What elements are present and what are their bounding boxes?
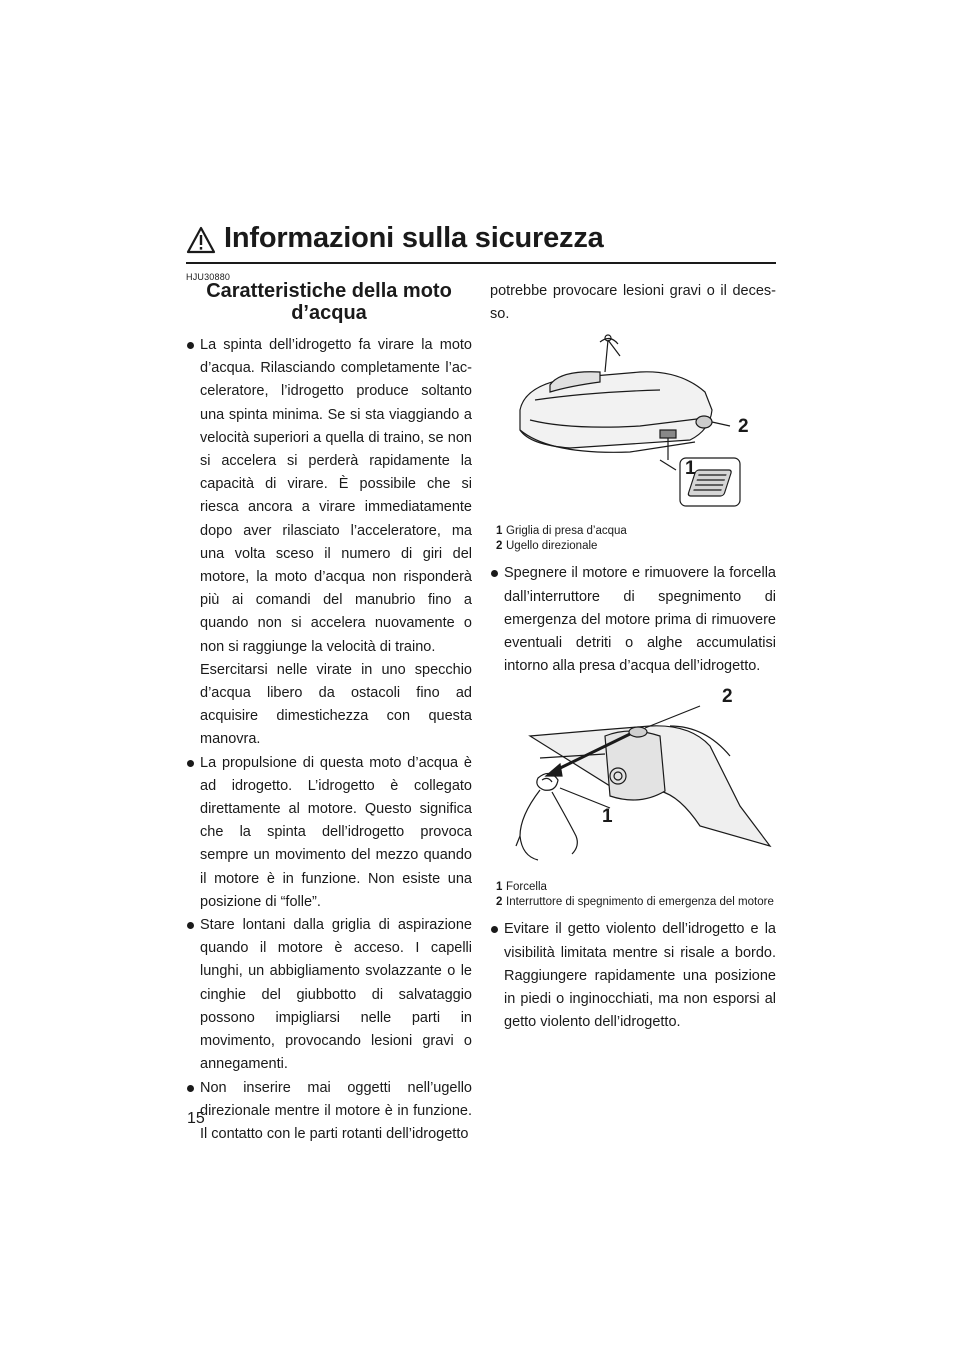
callout-1: 1 bbox=[685, 458, 696, 480]
continuation-text: potrebbe provocare lesioni gravi o il decesso. bbox=[490, 283, 776, 323]
bullet-paragraph: Non inserire mai oggetti nell’ugello direzionale mentre il motore è in funzione. Il contatto con le parti rotanti dell’idrogetto bbox=[200, 1079, 472, 1142]
right-column bbox=[490, 283, 776, 1034]
jetski-illustration bbox=[490, 330, 760, 520]
bullet-item bbox=[490, 918, 776, 1034]
bullet-item bbox=[186, 752, 472, 914]
caption-number: 2 bbox=[496, 896, 503, 909]
bullet-paragraph: Spegnere il motore e rimuovere la forcella dall’interruttore di spegnimento di emergenza del motore prima di rimuovere eventuali detriti o alghe accumulatisi intorno alla presa d’acqua dell’idrogetto. bbox=[504, 565, 776, 675]
caption-text: Ugello direzionale bbox=[506, 540, 598, 553]
caption-number: 1 bbox=[496, 525, 503, 538]
caption-row bbox=[496, 539, 776, 554]
figure-jetski bbox=[490, 330, 776, 520]
caption-row bbox=[496, 880, 776, 895]
figure-lanyard bbox=[490, 686, 776, 876]
page-number: 15 bbox=[187, 1110, 205, 1127]
callout-2: 2 bbox=[722, 686, 733, 708]
left-column bbox=[186, 272, 472, 1146]
bullet-item bbox=[186, 1077, 472, 1147]
callout-2: 2 bbox=[738, 416, 749, 438]
caption-text: Forcella bbox=[506, 881, 547, 894]
bullet-paragraph: Evitare il getto violento dell’idrogetto e la visibilità limitata mentre si risale a bordo. Raggiungere rapidamente una posizione in piedi o inginocchiati, ma non esporsi al getto violento dell’idrogetto. bbox=[504, 921, 776, 1031]
figure-caption bbox=[496, 880, 776, 910]
section-title bbox=[186, 280, 472, 324]
page-header bbox=[186, 222, 776, 264]
bullet-paragraph: Esercitarsi nelle virate in uno specchio d’acqua libero da ostacoli fino ad acquisire dimestichezza con questa manovra. bbox=[200, 661, 472, 748]
warning-triangle-icon bbox=[186, 226, 216, 254]
bullet-paragraph: Stare lontani dalla griglia di aspirazione quando il motore è acceso. I capelli lunghi, un abbigliamento svolazzante o le cinghie del giubbotto di salvataggio possono impigliarsi nelle parti in movimento, provocando lesioni gravi o annegamenti. bbox=[200, 917, 472, 1073]
bullet-item bbox=[186, 334, 472, 752]
caption-text: Griglia di presa d’acqua bbox=[506, 525, 627, 538]
figure-caption bbox=[496, 524, 776, 554]
page-title: Informazioni sulla sicurezza bbox=[224, 222, 604, 254]
caption-number: 1 bbox=[496, 881, 503, 894]
caption-number: 2 bbox=[496, 540, 503, 553]
callout-1: 1 bbox=[602, 806, 613, 828]
caption-row bbox=[496, 895, 776, 910]
section-title-line1: Caratteristiche della moto bbox=[206, 280, 452, 302]
section-title-line2: d’acqua bbox=[291, 302, 367, 324]
bullet-item bbox=[186, 914, 472, 1076]
bullet-paragraph: La spinta dell’idrogetto fa virare la moto d’acqua. Rilasciando completamente l’acceleratore, l’idrogetto produce soltanto una spinta minima. Se si sta viaggiando a velocità superiori a quella di traino, se non si accelera si perderà rapidamente la capacità di virare. È possibile che si riesca ancora a virare immediatamente dopo aver rilasciato l’acceleratore, ma una volta sceso il numero di giri del motore, la moto d’acqua non risponderà più ai comandi del manubrio fino a quando non si accelera nuovamente o non si raggiunge la velocità di traino. bbox=[200, 337, 472, 655]
section-code: HJU30880 bbox=[186, 272, 231, 282]
caption-text: Interruttore di spegnimento di emergenza del motore bbox=[506, 896, 774, 909]
caption-row bbox=[496, 524, 776, 539]
bullet-item bbox=[490, 562, 776, 678]
lanyard-illustration bbox=[490, 696, 776, 876]
bullet-paragraph: La propulsione di questa moto d’acqua è ad idrogetto. L’idrogetto è collegato direttamente al motore. Questo significa che la spinta dell’idrogetto provoca sempre un movimento del mezzo quando il motore è in funzione. Non esiste una posizione di “folle”. bbox=[200, 754, 472, 910]
